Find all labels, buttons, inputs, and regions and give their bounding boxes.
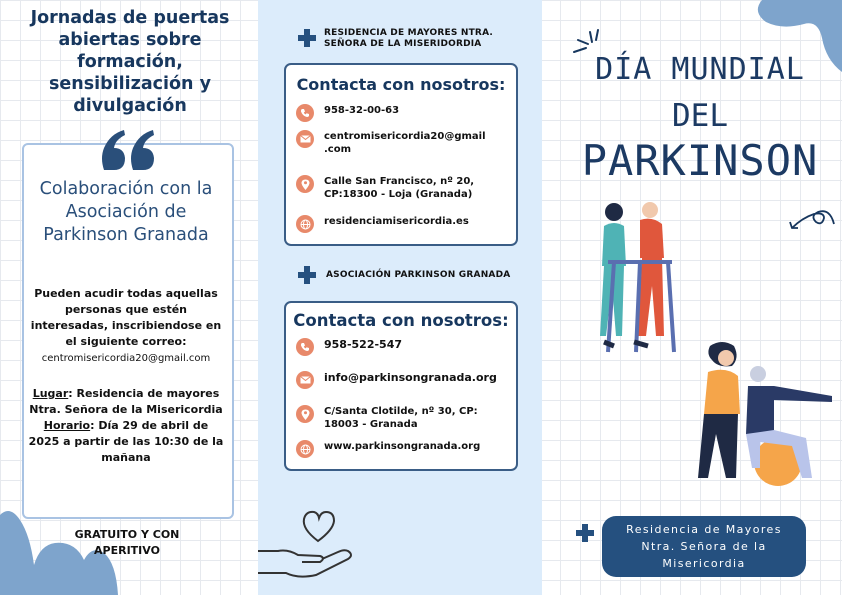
contact1-phone-row[interactable] — [296, 104, 494, 122]
contact1-web-row[interactable] — [296, 215, 494, 233]
plus-icon — [298, 266, 316, 284]
title-del: DEL — [672, 98, 728, 134]
location-icon — [296, 175, 314, 193]
quote-icon — [100, 128, 158, 172]
right-panel — [542, 0, 842, 595]
contact-heading-2: Contacta con nosotros: — [293, 311, 509, 330]
mail-icon — [296, 371, 314, 389]
contact-heading-1: Contacta con nosotros: — [296, 75, 506, 94]
curly-arrow-icon — [786, 204, 836, 234]
lugar-value: : Residencia de mayores Ntra. Señora de la Misericordia — [29, 387, 223, 416]
registration-body: Pueden acudir todas aquellas personas que estén interesadas, inscribiendose en el siguiente correo: — [30, 287, 222, 348]
plus-icon — [576, 524, 594, 542]
residencia-badge-text: Residencia de Mayores Ntra. Señora de la Misericordia — [626, 523, 782, 570]
registration-text — [28, 286, 224, 367]
contact1-address: Calle San Francisco, nº 20, CP:18300 - Loja (Granada) — [324, 176, 475, 200]
contact1-address-row — [296, 175, 494, 201]
plus-icon — [298, 29, 316, 47]
title-dia-mundial: DÍA MUNDIAL — [595, 52, 805, 87]
contact2-address: C/Santa Clotilde, nº 30, CP: 18003 - Granada — [324, 406, 478, 430]
contact2-address-row — [296, 405, 494, 431]
contact1-email: centromisericordia20@gmail .com — [324, 131, 486, 155]
phone-icon — [296, 104, 314, 122]
contact2-email: info@parkinsongranada.org — [324, 371, 497, 384]
horario-value: : Día 29 de abril de 2025 a partir de las 10:30 de la mañana — [28, 419, 224, 464]
contact2-web-row[interactable] — [296, 440, 494, 458]
free-note: GRATUITO Y CON APERITIVO — [74, 528, 180, 557]
residencia-badge — [602, 516, 806, 577]
phone-icon — [296, 338, 314, 356]
contact2-email-row[interactable] — [296, 371, 497, 389]
globe-icon — [296, 440, 314, 458]
org-residencia: RESIDENCIA DE MAYORES NTRA. SEÑORA DE LA MISERIDORDIA — [324, 28, 494, 49]
contact1-web: residenciamisericordia.es — [324, 216, 469, 227]
contact1-email-row[interactable] — [296, 130, 494, 156]
event-details — [28, 386, 224, 466]
collaboration-title: Colaboración con la Asociación de Parkinson Granada — [39, 179, 213, 245]
heart-hand-icon — [258, 503, 358, 583]
horario-label: Horario — [43, 419, 91, 432]
globe-icon — [296, 215, 314, 233]
mail-icon — [296, 130, 314, 148]
exercise-ball-illustration — [682, 338, 838, 488]
contact1-phone: 958-32-00-63 — [324, 105, 400, 116]
caregiver-walker-illustration — [590, 196, 686, 356]
org-asociacion: ASOCIACIÓN PARKINSON GRANADA — [326, 270, 511, 280]
contact2-web: www.parkinsongranada.org — [324, 441, 481, 452]
contact2-phone-row[interactable] — [296, 338, 494, 356]
event-title: Jornadas de puertas abiertas sobre formación, sensibilización y divulgación — [30, 8, 230, 116]
title-parkinson: PARKINSON — [581, 136, 819, 185]
registration-email[interactable]: centromisericordia20@gmail.com — [41, 353, 211, 364]
lugar-label: Lugar — [32, 387, 69, 400]
contact2-phone: 958-522-547 — [324, 338, 403, 351]
location-icon — [296, 405, 314, 423]
